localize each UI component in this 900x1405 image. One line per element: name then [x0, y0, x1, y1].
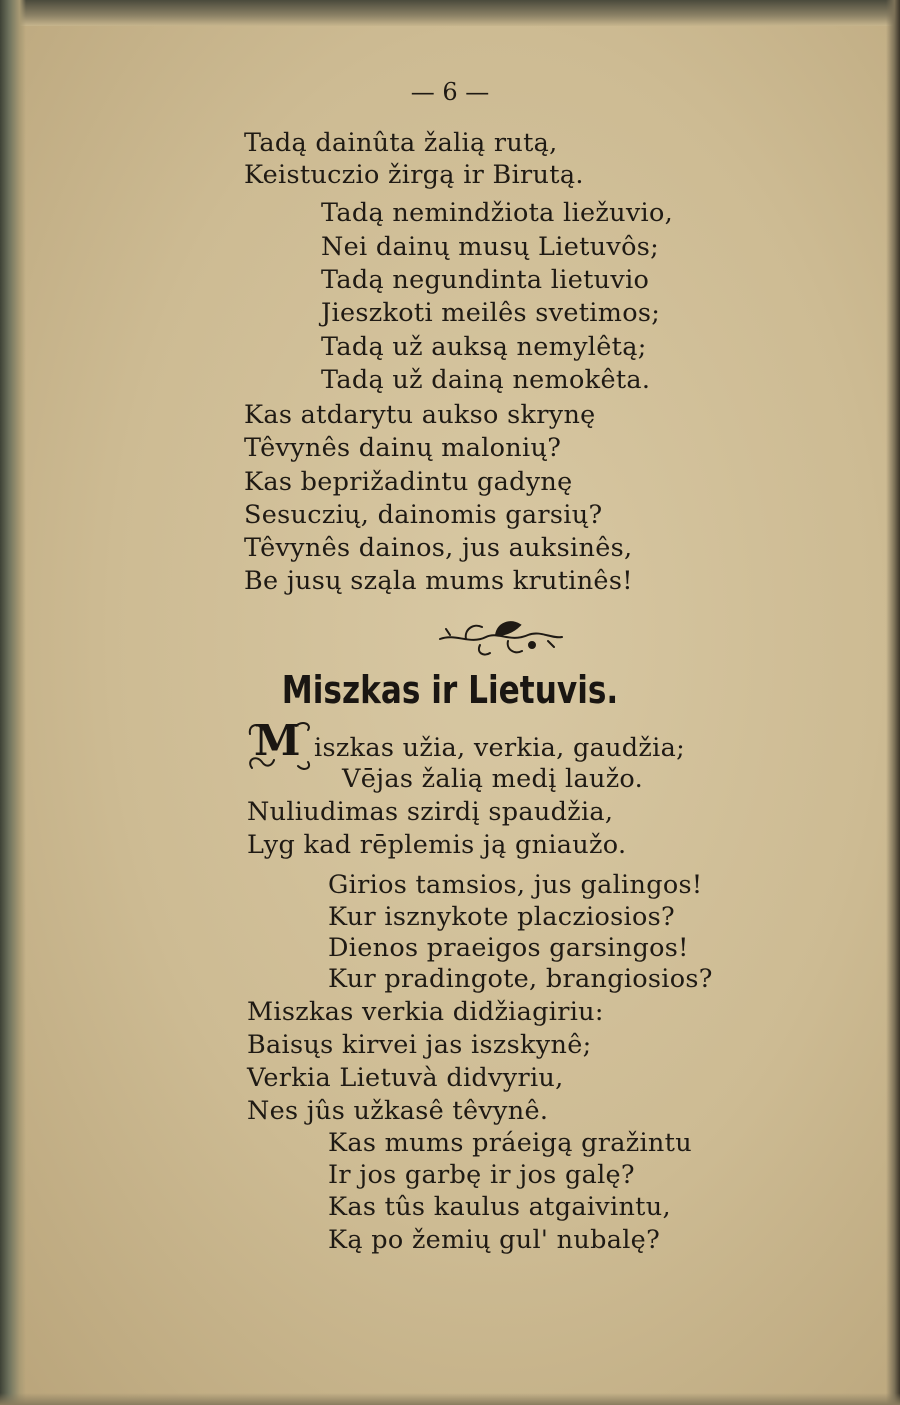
poem-line: Têvynês dainų malonių? — [244, 433, 562, 463]
page-number: — 6 — — [410, 78, 490, 106]
page-bottom-edge — [0, 1393, 900, 1405]
poem-title: Miszkas ir Lietuvis. — [281, 668, 619, 712]
page-right-edge — [886, 0, 900, 1405]
poem-line: Tadą už auksą nemylêtą; — [321, 332, 647, 362]
poem-line: Vējas žalią medį laužo. — [342, 764, 644, 794]
poem-line: Kur pradingote, brangiosios? — [328, 964, 713, 994]
poem-line: Kas atdarytu aukso skrynę — [244, 400, 596, 430]
poem-line: Tadą už dainą nemokêta. — [321, 365, 651, 395]
poem-line: Ir jos garbę ir jos galę? — [328, 1160, 635, 1190]
poem-line: Girios tamsios, jus galingos! — [328, 870, 703, 900]
poem-line: Keistuczio žirgą ir Birutą. — [244, 160, 584, 190]
poem-line: Baisųs kirvei jas iszskynê; — [247, 1030, 592, 1060]
poem-line: Dienos praeigos garsingos! — [328, 933, 689, 963]
poem-line: Kas mums práeigą gražintu — [328, 1128, 692, 1158]
poem-line: Miszkas verkia didžiagiriu: — [247, 997, 604, 1027]
poem-line: Ką po žemių gul' nubalę? — [328, 1225, 661, 1255]
poem-line: Tadą nemindžiota liežuvio, — [321, 198, 674, 228]
poem-line: Nes jûs užkasê têvynê. — [247, 1096, 549, 1126]
floral-divider-icon — [436, 615, 566, 661]
poem-line: Nuliudimas szirdį spaudžia, — [247, 797, 614, 827]
poem-line: Kur isznykote placziosios? — [328, 902, 676, 932]
drop-cap-letter: M — [254, 716, 301, 765]
poem-line: Kas beprižadintu gadynę — [244, 467, 573, 497]
poem-line: iszkas užia, verkia, gaudžia; — [314, 733, 686, 763]
poem-line: Tadą dainûta žalią rutą, — [244, 128, 558, 158]
decorative-drop-cap — [246, 716, 318, 778]
poem-line: Be jusų sząla mums krutinês! — [244, 566, 633, 596]
poem-line: Verkia Lietuvà didvyriu, — [247, 1063, 564, 1093]
book-spine-edge — [0, 0, 26, 1405]
poem-line: Lyg kad rēplemis ją gniaužo. — [247, 830, 627, 860]
page-top-edge — [0, 0, 900, 26]
poem-line: Têvynês dainos, jus auksinês, — [244, 533, 633, 563]
poem-line: Nei dainų musų Lietuvôs; — [321, 232, 660, 262]
poem-line: Sesuczių, dainomis garsių? — [244, 500, 603, 530]
poem-line: Jieszkoti meilês svetimos; — [321, 298, 661, 328]
poem-line: Tadą negundinta lietuvio — [321, 265, 650, 295]
poem-line: Kas tûs kaulus atgaivintu, — [328, 1192, 671, 1222]
